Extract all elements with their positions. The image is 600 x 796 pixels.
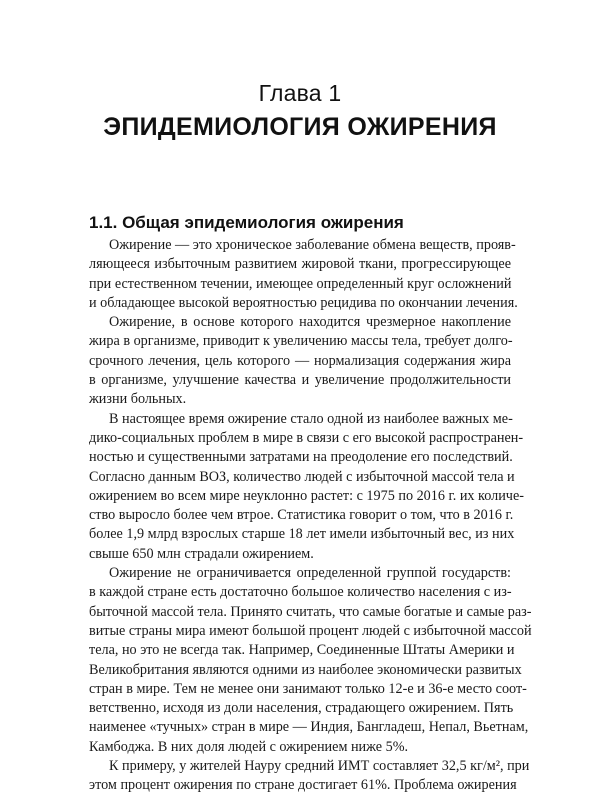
text-line: Согласно данным ВОЗ, количество людей с избыточной массой тела и [89,468,515,485]
text-line: дико-социальных проблем в мире в связи с его высокой распространен- [89,429,524,446]
text-line: и обладающее высокой вероятностью рецидива по окончании лечения. [89,294,518,311]
text-line: ностью и существенными затратами на преодоление его последствий. [89,449,513,466]
text-line: стран в мире. Тем не менее они занимают только 12-е и 36-е место соот- [89,680,527,697]
text-line: Великобритания являются одними из наиболее экономически развитых [89,661,522,678]
chapter-label: Глава 1 [258,80,342,106]
text-line: срочного лечения, цель которого — нормализация содержания жира [89,352,511,369]
text-line: этом процент ожирения по стране достигает 61%. Проблема ожирения [89,777,517,794]
text-line: ветственно, исходя из доли населения, страдающего ожирением. Пять [89,700,514,717]
text-line: наименее «тучных» стран в мире — Индия, Бангладеш, Непал, Вьетнам, [89,719,529,736]
chapter-title: ЭПИДЕМИОЛОГИЯ ОЖИРЕНИЯ [103,113,497,141]
text-line: ожирением во всем мире неуклонно растет: с 1975 по 2016 г. их количе- [89,487,524,504]
text-line: ляющееся избыточным развитием жировой ткани, прогрессирующее [89,256,511,273]
text-line: в организме, улучшение качества и увеличение продолжительности [89,372,511,389]
text-line: К примеру, у жителей Науру средний ИМТ составляет 32,5 кг/м², при [109,758,530,775]
text-line: свыше 650 млн страдали ожирением. [89,545,314,562]
text-line: тела, но это не всегда так. Например, Соединенные Штаты Америки и [89,642,515,659]
text-line: быточной массой тела. Принято считать, что самые богатые и самые раз- [89,603,532,620]
text-line: витые страны мира имеют большой процент людей с избыточной массой [89,622,532,639]
text-line: жизни больных. [89,391,187,408]
text-line: в каждой стране есть достаточно большое количество населения с из- [89,584,512,601]
text-line: ство выросло более чем втрое. Статистика говорит о том, что в 2016 г. [89,507,514,524]
text-line: при естественном течении, имеющее определенный круг осложнений [89,275,512,292]
text-line: жира в организме, приводит к увеличению массы тела, требует долго- [89,333,513,350]
text-line: Ожирение — это хроническое заболевание обмена веществ, прояв- [109,237,516,253]
text-line: Камбоджа. В них доля людей с ожирением ниже 5%. [89,738,409,755]
body-text [89,236,532,796]
text-line: более 1,9 млрд взрослых старше 18 лет имели избыточный вес, из них [89,526,515,543]
section-heading: 1.1. Общая эпидемиология ожирения [89,213,404,232]
text-line: В настоящее время ожирение стало одной из наиболее важных ме- [109,410,513,427]
text-line: Ожирение не ограничивается определенной группой государств: [109,565,511,582]
text-line: Ожирение, в основе которого находится чрезмерное накопление [109,314,511,331]
